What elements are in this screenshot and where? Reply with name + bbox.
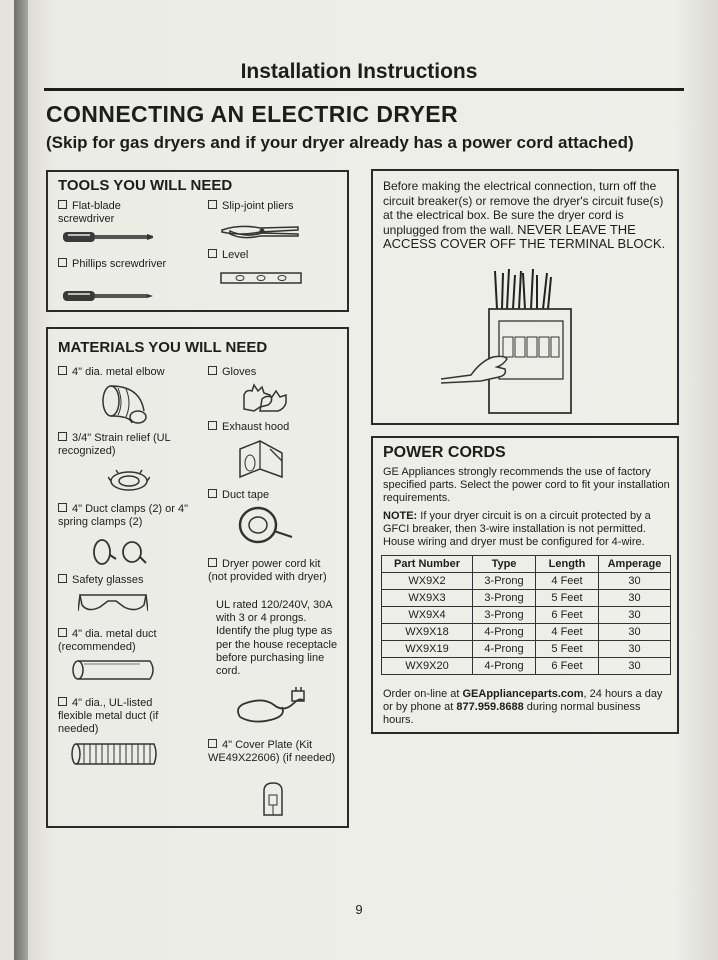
table-cell: 4-Prong	[473, 641, 536, 658]
checkbox-icon	[208, 366, 217, 375]
table-cell: WX9X2	[382, 573, 473, 590]
header-rule	[44, 88, 684, 91]
warning-caps: NEVER LEAVE THE ACCESS COVER OFF THE TERMINAL BLOCK.	[383, 221, 666, 251]
table-cell: WX9X19	[382, 641, 473, 658]
material-label: 4" dia. metal duct (recommended)	[58, 628, 157, 653]
table-cell: WX9X18	[382, 624, 473, 641]
tool-flat-blade	[58, 200, 168, 226]
order-website: GEApplianceparts.com	[462, 688, 584, 700]
strain-relief-icon	[108, 469, 150, 493]
order-text: during normal business hours.	[383, 701, 641, 727]
order-text: Order on-line at	[383, 688, 460, 700]
tools-title: TOOLS YOU WILL NEED	[58, 177, 233, 194]
flat-blade-screwdriver-icon	[62, 230, 154, 244]
tool-label: Slip-joint pliers	[222, 200, 294, 212]
table-cell: 3-Prong	[473, 607, 536, 624]
tool-label: Flat-blade screwdriver	[58, 200, 121, 225]
breaker-panel-illustration	[441, 269, 581, 415]
checkbox-icon	[208, 200, 217, 209]
material-power-cord-kit	[208, 558, 338, 584]
material-elbow	[58, 366, 193, 379]
material-exhaust-hood	[208, 421, 289, 434]
table-row	[382, 573, 671, 590]
material-metal-duct	[58, 628, 178, 654]
flexible-duct-icon	[70, 742, 158, 766]
material-label: Dryer power cord kit (not provided with dryer)	[208, 558, 327, 583]
table-cell: 5 Feet	[536, 590, 599, 607]
warning-body: Before making the electrical connection, turn off the circuit breaker(s) or remove the dryer's circuit fuse(s) at the electrical box. Be sure the dryer cord is unplugged from the wall.	[383, 179, 664, 237]
power-cords-intro: GE Appliances strongly recommends the use of factory specified parts. Select the power cord to fit your installation requirements.	[383, 466, 670, 505]
checkbox-icon	[208, 421, 217, 430]
table-cell: 4 Feet	[536, 624, 599, 641]
table-cell: 4-Prong	[473, 658, 536, 675]
power-cord-table	[381, 555, 671, 675]
phillips-screwdriver-icon	[62, 289, 154, 303]
note-text: If your dryer circuit is on a circuit protected by a GFCI breaker, then 3-wire installation is not permitted. House wiring and dryer must be configured for 4-wire.	[383, 510, 651, 549]
materials-box	[46, 327, 349, 828]
warning-text	[383, 179, 671, 252]
table-row	[382, 607, 671, 624]
safety-glasses-icon	[78, 591, 148, 617]
table-header-row	[382, 556, 671, 573]
cover-plate-icon	[260, 781, 286, 817]
order-text: , 24 hours a day or by phone at	[383, 688, 663, 714]
page-number: 9	[355, 902, 363, 917]
power-cords-note	[383, 510, 673, 550]
material-safety-glasses	[58, 574, 178, 587]
checkbox-icon	[58, 432, 67, 441]
table-row	[382, 590, 671, 607]
gloves-icon	[240, 383, 292, 415]
warning-box	[371, 169, 679, 425]
material-label: Safety glasses	[72, 574, 144, 586]
exhaust-hood-icon	[238, 439, 288, 481]
checkbox-icon	[208, 558, 217, 567]
power-cord-icon	[234, 687, 308, 727]
section-title: Installation Instructions	[240, 60, 478, 83]
table-row	[382, 624, 671, 641]
material-label: 4" dia. metal elbow	[72, 366, 165, 378]
table-row	[382, 658, 671, 675]
checkbox-icon	[58, 697, 67, 706]
metal-elbow-icon	[100, 383, 150, 427]
table-row	[382, 641, 671, 658]
table-cell: 3-Prong	[473, 590, 536, 607]
order-phone: 877.959.8688	[456, 701, 524, 714]
material-label: 4" Duct clamps (2) or 4" spring clamps (2)	[58, 503, 189, 528]
column-header: Part Number	[382, 556, 473, 573]
material-duct-clamps	[58, 503, 193, 529]
page-subheading: (Skip for gas dryers and if your dryer already has a power cord attached)	[46, 133, 634, 152]
table-cell: 30	[599, 624, 671, 641]
metal-duct-icon	[70, 659, 156, 681]
table-cell: 6 Feet	[536, 658, 599, 675]
material-gloves	[208, 366, 256, 379]
table-cell: 6 Feet	[536, 607, 599, 624]
note-label: NOTE:	[383, 510, 418, 522]
materials-title: MATERIALS YOU WILL NEED	[58, 339, 268, 356]
tools-box	[46, 170, 349, 312]
material-strain-relief	[58, 432, 178, 458]
tool-phillips	[58, 258, 168, 271]
material-label: Gloves	[222, 366, 257, 378]
tool-label: Phillips screwdriver	[72, 258, 167, 270]
material-label: Exhaust hood	[222, 421, 290, 433]
order-info	[383, 688, 673, 728]
checkbox-icon	[58, 258, 67, 267]
checkbox-icon	[58, 366, 67, 375]
table-cell: 3-Prong	[473, 573, 536, 590]
pliers-icon	[220, 222, 300, 240]
table-cell: WX9X3	[382, 590, 473, 607]
tool-pliers	[208, 200, 294, 213]
table-cell: WX9X4	[382, 607, 473, 624]
checkbox-icon	[58, 503, 67, 512]
tool-label: Level	[222, 249, 249, 261]
checkbox-icon	[208, 489, 217, 498]
column-header: Amperage	[599, 556, 671, 573]
column-header: Length	[536, 556, 599, 573]
table-cell: 30	[599, 658, 671, 675]
power-cords-box	[371, 436, 679, 734]
power-cords-title: POWER CORDS	[383, 444, 506, 461]
tool-level	[208, 249, 248, 262]
material-label: Duct tape	[222, 489, 270, 501]
table-cell: 4-Prong	[473, 624, 536, 641]
table-cell: 30	[599, 573, 671, 590]
checkbox-icon	[58, 574, 67, 583]
checkbox-icon	[58, 628, 67, 637]
cord-rating-note: UL rated 120/240V, 30A with 3 or 4 prongs. Identify the plug type as per the house receptacle before purchasing line cord.	[216, 599, 338, 678]
page-heading: CONNECTING AN ELECTRIC DRYER	[46, 101, 459, 127]
level-icon	[220, 272, 302, 284]
table-cell: 4 Feet	[536, 573, 599, 590]
table-cell: 30	[599, 607, 671, 624]
material-cover-plate	[208, 739, 338, 765]
material-label: 4" dia., UL-listed flexible metal duct (if needed)	[58, 697, 159, 735]
book-spine-shadow	[14, 0, 28, 960]
table-cell: WX9X20	[382, 658, 473, 675]
table-cell: 5 Feet	[536, 641, 599, 658]
duct-tape-icon	[236, 505, 294, 545]
material-label: 3/4" Strain relief (UL recognized)	[58, 432, 171, 457]
material-duct-tape	[208, 489, 269, 502]
checkbox-icon	[208, 739, 217, 748]
duct-clamps-icon	[88, 537, 150, 567]
table-cell: 30	[599, 641, 671, 658]
column-header: Type	[473, 556, 536, 573]
checkbox-icon	[208, 249, 217, 258]
checkbox-icon	[58, 200, 67, 209]
table-cell: 30	[599, 590, 671, 607]
material-flexible-duct	[58, 697, 183, 736]
material-label: 4" Cover Plate (Kit WE49X22606) (if needed)	[208, 739, 336, 764]
